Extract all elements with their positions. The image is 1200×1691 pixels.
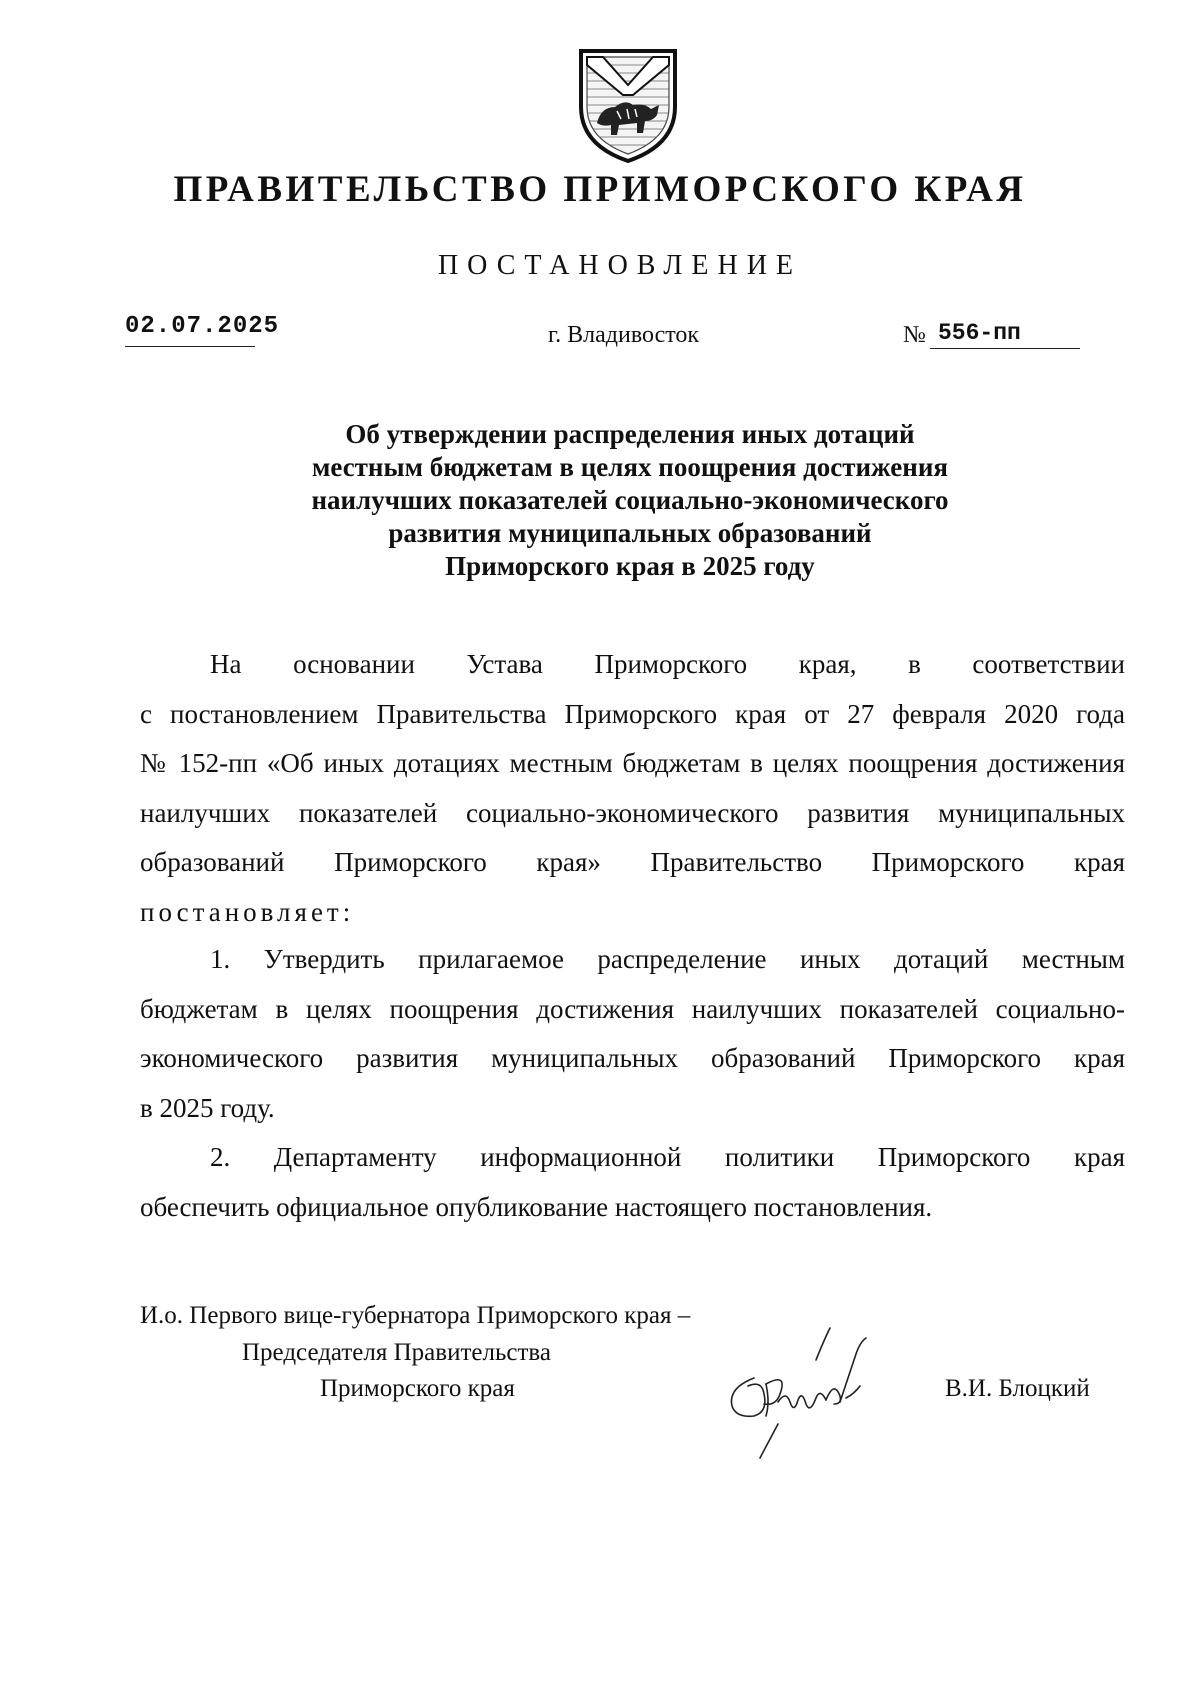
body-line: образований Приморского края» Правительство Приморского края — [140, 847, 1125, 877]
government-title: ПРАВИТЕЛЬСТВО ПРИМОРСКОГО КРАЯ — [173, 169, 1027, 210]
body-line: 2. Департаменту информационной политики Приморского края — [210, 1142, 1125, 1172]
document-number: 556-пп — [938, 320, 1021, 346]
preamble-paragraph — [140, 640, 1125, 937]
date-underline — [125, 346, 255, 347]
body-line: 1. Утвердить прилагаемое распределение иных дотаций местным — [210, 944, 1125, 974]
coat-of-arms-icon — [573, 45, 683, 165]
body-line: бюджетам в целях поощрения достижения наилучших показателей социально- — [140, 993, 1125, 1024]
body-line: На основании Устава Приморского края, в соответствии — [210, 649, 1125, 679]
body-line: № 152-пп «Об иных дотациях местным бюджетам в целях поощрения достижения — [140, 748, 1125, 778]
document-city: г. Владивосток — [548, 322, 700, 348]
signatory-title-line: И.о. Первого вице-губернатора Приморского края – — [140, 1302, 691, 1329]
resolves-word: постановляет: — [140, 896, 355, 927]
heading-line: местным бюджетам в целях поощрения достижения — [311, 452, 948, 482]
item-1-paragraph — [140, 935, 1125, 1133]
item-2-paragraph — [140, 1133, 1125, 1232]
signatory-title-line: Приморского края — [320, 1375, 515, 1402]
body-line: с постановлением Правительства Приморского края от 27 февраля 2020 года — [140, 698, 1125, 729]
heading-line: наилучших показателей социально-экономического — [311, 485, 949, 515]
signer-name: В.И. Блоцкий — [945, 1375, 1090, 1402]
number-underline — [930, 348, 1080, 349]
body-line: в 2025 году. — [140, 1092, 275, 1123]
body-line: экономического развития муниципальных образований Приморского края — [140, 1043, 1125, 1073]
heading-line: Об утверждении распределения иных дотаций — [345, 419, 915, 449]
body-line: наилучших показателей социально-экономического развития муниципальных — [140, 797, 1125, 828]
signatory-title-line: Председателя Правительства — [242, 1339, 551, 1366]
document-type: ПОСТАНОВЛЕНИЕ — [437, 250, 803, 281]
handwritten-signature-icon — [720, 1320, 900, 1460]
heading-line: развития муниципальных образований — [388, 518, 872, 548]
document-heading — [0, 418, 1200, 583]
number-sign: № — [903, 322, 926, 348]
document-date: 02.07.2025 — [125, 313, 280, 340]
body-line: обеспечить официальное опубликование настоящего постановления. — [140, 1191, 933, 1222]
heading-line: Приморского края в 2025 году — [445, 551, 815, 581]
